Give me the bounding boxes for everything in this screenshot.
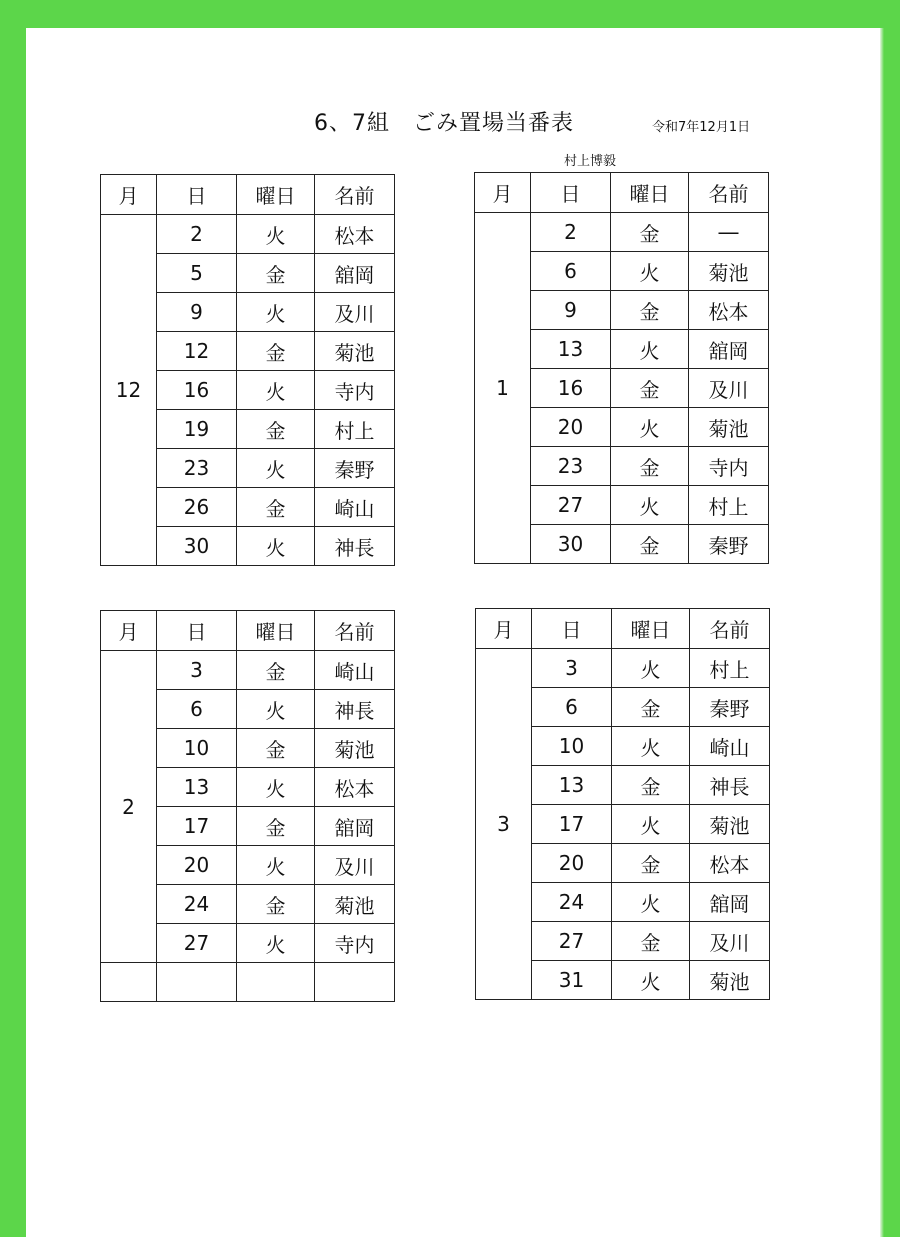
- day-cell: 10: [532, 727, 612, 766]
- name-cell: ―: [689, 213, 769, 252]
- day-cell: 9: [531, 291, 611, 330]
- document-page: [26, 28, 880, 1237]
- name-cell: 神長: [690, 766, 770, 805]
- day-cell: 16: [531, 369, 611, 408]
- day-cell: 9: [157, 293, 237, 332]
- table-row: [476, 649, 770, 688]
- table-header-row: [101, 611, 395, 651]
- name-cell: 松本: [315, 768, 395, 807]
- name-cell: 神長: [315, 690, 395, 729]
- weekday-cell: 火: [237, 527, 315, 566]
- table-row: [101, 215, 395, 254]
- weekday-cell: 金: [237, 729, 315, 768]
- name-cell: 菊池: [690, 961, 770, 1000]
- day-cell: 13: [532, 766, 612, 805]
- header-month: 月: [101, 611, 157, 651]
- schedule-table-december: [100, 174, 395, 566]
- day-cell: 20: [531, 408, 611, 447]
- document-author: 村上博毅: [564, 154, 617, 169]
- empty-cell: [157, 963, 237, 1002]
- header-weekday: 曜日: [237, 611, 315, 651]
- weekday-cell: 金: [237, 332, 315, 371]
- weekday-cell: 金: [612, 688, 690, 727]
- name-cell: 松本: [690, 844, 770, 883]
- document-date: 令和7年12月1日: [652, 120, 751, 135]
- day-cell: 17: [532, 805, 612, 844]
- weekday-cell: 火: [237, 846, 315, 885]
- weekday-cell: 金: [237, 488, 315, 527]
- day-cell: 3: [532, 649, 612, 688]
- weekday-cell: 金: [237, 651, 315, 690]
- header-name: 名前: [315, 175, 395, 215]
- name-cell: 松本: [689, 291, 769, 330]
- weekday-cell: 火: [237, 690, 315, 729]
- day-cell: 20: [532, 844, 612, 883]
- month-cell: 12: [101, 215, 157, 566]
- name-cell: 秦野: [315, 449, 395, 488]
- name-cell: 菊池: [315, 332, 395, 371]
- weekday-cell: 火: [612, 727, 690, 766]
- name-cell: 秦野: [690, 688, 770, 727]
- weekday-cell: 金: [611, 213, 689, 252]
- day-cell: 27: [531, 486, 611, 525]
- weekday-cell: 金: [237, 254, 315, 293]
- header-day: 日: [532, 609, 612, 649]
- day-cell: 6: [157, 690, 237, 729]
- weekday-cell: 火: [237, 924, 315, 963]
- day-cell: 12: [157, 332, 237, 371]
- header-day: 日: [531, 173, 611, 213]
- name-cell: 村上: [315, 410, 395, 449]
- day-cell: 2: [157, 215, 237, 254]
- weekday-cell: 金: [612, 766, 690, 805]
- name-cell: 及川: [315, 293, 395, 332]
- name-cell: 及川: [315, 846, 395, 885]
- weekday-cell: 火: [237, 768, 315, 807]
- day-cell: 30: [531, 525, 611, 564]
- day-cell: 13: [157, 768, 237, 807]
- weekday-cell: 金: [237, 885, 315, 924]
- day-cell: 24: [532, 883, 612, 922]
- day-cell: 16: [157, 371, 237, 410]
- table-row: [475, 213, 769, 252]
- empty-cell: [315, 963, 395, 1002]
- name-cell: 秦野: [689, 525, 769, 564]
- day-cell: 2: [531, 213, 611, 252]
- empty-row: [101, 963, 395, 1002]
- day-cell: 30: [157, 527, 237, 566]
- name-cell: 崎山: [315, 651, 395, 690]
- header-month: 月: [475, 173, 531, 213]
- weekday-cell: 火: [237, 293, 315, 332]
- month-cell: 3: [476, 649, 532, 1000]
- weekday-cell: 火: [611, 330, 689, 369]
- month-cell: 1: [475, 213, 531, 564]
- schedule-table-february: [100, 610, 395, 1002]
- header-day: 日: [157, 175, 237, 215]
- name-cell: 松本: [315, 215, 395, 254]
- weekday-cell: 金: [237, 807, 315, 846]
- schedule-table-january: [474, 172, 769, 564]
- table-header-row: [476, 609, 770, 649]
- weekday-cell: 金: [612, 844, 690, 883]
- name-cell: 神長: [315, 527, 395, 566]
- name-cell: 菊池: [689, 408, 769, 447]
- name-cell: 菊池: [689, 252, 769, 291]
- name-cell: 村上: [689, 486, 769, 525]
- name-cell: 寺内: [689, 447, 769, 486]
- day-cell: 5: [157, 254, 237, 293]
- header-month: 月: [101, 175, 157, 215]
- table-row: [101, 651, 395, 690]
- weekday-cell: 火: [612, 883, 690, 922]
- day-cell: 19: [157, 410, 237, 449]
- document-title: 6、7組 ごみ置場当番表: [314, 111, 574, 136]
- weekday-cell: 火: [611, 252, 689, 291]
- weekday-cell: 火: [612, 649, 690, 688]
- weekday-cell: 火: [612, 805, 690, 844]
- name-cell: 崎山: [690, 727, 770, 766]
- day-cell: 17: [157, 807, 237, 846]
- name-cell: 崎山: [315, 488, 395, 527]
- header-weekday: 曜日: [237, 175, 315, 215]
- schedule-table-march: [475, 608, 770, 1000]
- day-cell: 26: [157, 488, 237, 527]
- day-cell: 31: [532, 961, 612, 1000]
- day-cell: 13: [531, 330, 611, 369]
- day-cell: 23: [157, 449, 237, 488]
- name-cell: 舘岡: [315, 254, 395, 293]
- weekday-cell: 金: [611, 291, 689, 330]
- weekday-cell: 火: [611, 486, 689, 525]
- header-weekday: 曜日: [611, 173, 689, 213]
- weekday-cell: 金: [612, 922, 690, 961]
- day-cell: 20: [157, 846, 237, 885]
- day-cell: 10: [157, 729, 237, 768]
- name-cell: 菊池: [690, 805, 770, 844]
- table-header-row: [101, 175, 395, 215]
- day-cell: 23: [531, 447, 611, 486]
- name-cell: 寺内: [315, 924, 395, 963]
- day-cell: 6: [532, 688, 612, 727]
- weekday-cell: 金: [611, 525, 689, 564]
- header-name: 名前: [690, 609, 770, 649]
- weekday-cell: 火: [612, 961, 690, 1000]
- weekday-cell: 金: [611, 447, 689, 486]
- header-name: 名前: [689, 173, 769, 213]
- name-cell: 菊池: [315, 729, 395, 768]
- name-cell: 舘岡: [689, 330, 769, 369]
- day-cell: 6: [531, 252, 611, 291]
- month-cell: 2: [101, 651, 157, 963]
- empty-cell: [237, 963, 315, 1002]
- header-weekday: 曜日: [612, 609, 690, 649]
- day-cell: 27: [157, 924, 237, 963]
- weekday-cell: 火: [237, 371, 315, 410]
- day-cell: 3: [157, 651, 237, 690]
- name-cell: 及川: [690, 922, 770, 961]
- day-cell: 24: [157, 885, 237, 924]
- name-cell: 村上: [690, 649, 770, 688]
- weekday-cell: 火: [237, 215, 315, 254]
- weekday-cell: 金: [237, 410, 315, 449]
- name-cell: 寺内: [315, 371, 395, 410]
- table-header-row: [475, 173, 769, 213]
- weekday-cell: 金: [611, 369, 689, 408]
- header-month: 月: [476, 609, 532, 649]
- name-cell: 及川: [689, 369, 769, 408]
- header-name: 名前: [315, 611, 395, 651]
- header-day: 日: [157, 611, 237, 651]
- empty-cell: [101, 963, 157, 1002]
- weekday-cell: 火: [611, 408, 689, 447]
- name-cell: 舘岡: [690, 883, 770, 922]
- name-cell: 菊池: [315, 885, 395, 924]
- day-cell: 27: [532, 922, 612, 961]
- name-cell: 舘岡: [315, 807, 395, 846]
- weekday-cell: 火: [237, 449, 315, 488]
